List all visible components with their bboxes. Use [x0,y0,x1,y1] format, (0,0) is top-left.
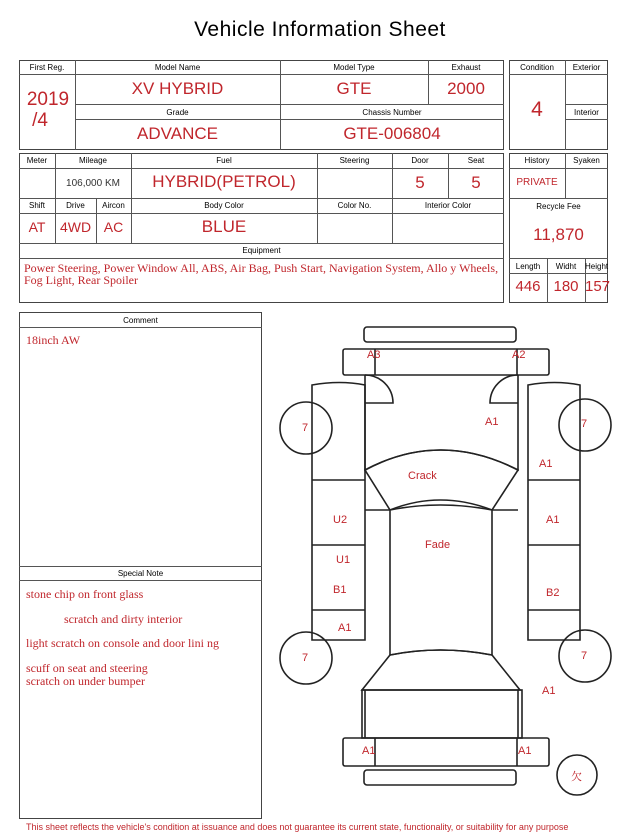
tire-right-rear: 7 [581,650,588,662]
length-value: 446 [515,278,541,295]
mark-b1: B1 [333,584,347,596]
aircon-value: AC [103,219,124,235]
width-value: 180 [553,278,579,295]
first-reg-month: /4 [32,110,48,131]
tire-left-front: 7 [302,422,309,434]
mark-a1-right-fender: A1 [539,458,553,470]
history-header: History [524,156,550,165]
condition-value: 4 [531,98,543,121]
model-name-value: XV HYBRID [131,79,224,98]
mark-a1-bumper-right: A1 [518,745,532,757]
disclaimer-footer: This sheet reflects the vehicle's condition at issuance and does not guarantee its current state, functionality, or suitability for any purpose [26,822,569,832]
length-header: Length [515,262,541,271]
mark-a1-left-door: A1 [338,622,352,634]
aircon-header: Aircon [102,201,125,210]
special-note-header: Special Note [117,569,164,578]
mark-a1-bumper-left: A1 [362,745,376,757]
equipment-value: Power Steering, Power Window All, ABS, Air Bag, Push Start, Navigation System, Allo y Wheels, Fog Light, Rear Spoiler [24,261,499,287]
special-note-3: light scratch on console and door lini ng [26,636,219,650]
mark-a2: A2 [512,349,526,361]
recycle-fee-header: Recycle Fee [536,202,581,211]
drive-value: 4WD [59,219,92,235]
mark-a1-top: A1 [485,416,499,428]
comment-header: Comment [123,316,158,325]
chassis-header: Chassis Number [362,108,422,117]
color-no-header: Color No. [337,201,372,210]
model-name-header: Model Name [154,63,201,72]
history-value: PRIVATE [516,177,558,188]
fuel-header: Fuel [216,156,232,165]
shift-header: Shift [28,201,45,210]
body-color-value: BLUE [201,217,247,236]
interior-header: Interior [574,108,599,117]
spare-tire-mark: 欠 [571,771,582,783]
page-title: Vehicle Information Sheet [194,18,446,41]
comment-text: 18inch AW [26,333,81,347]
seat-header: Seat [467,156,485,165]
first-reg-year: 2019 [26,89,70,110]
steering-header: Steering [339,156,370,165]
door-value: 5 [415,173,425,192]
meter-header: Meter [26,156,48,165]
mark-b2: B2 [546,587,560,599]
mileage-value: 106,000 KM [66,178,120,189]
recycle-fee-value: 11,870 [533,225,584,244]
tire-right-front: 7 [581,418,588,430]
special-note-4: scuff on seat and steering [26,661,148,675]
height-header: Height [585,262,609,271]
interior-color-header: Interior Color [424,201,472,210]
first-reg-header: First Reg. [29,63,65,72]
door-header: Door [411,156,429,165]
exterior-header: Exterior [572,63,601,72]
width-header: Widht [555,262,577,271]
mark-a1-right-door: A1 [546,514,560,526]
chassis-value: GTE-006804 [343,124,441,143]
grade-value: ADVANCE [137,124,218,143]
car-damage-diagram [268,320,612,820]
mark-u2: U2 [333,514,348,526]
mark-a3: A3 [367,349,381,361]
fuel-value: HYBRID(PETROL) [152,172,296,191]
grade-header: Grade [166,108,189,117]
body-color-header: Body Color [204,201,244,210]
mark-a1-right-rear: A1 [542,685,556,697]
exhaust-header: Exhaust [451,63,481,72]
syaken-header: Syaken [573,156,600,165]
mileage-header: Mileage [78,156,107,165]
drive-header: Drive [66,201,85,210]
mark-crack: Crack [408,470,437,482]
height-value: 157 [585,278,611,295]
special-note-1: stone chip on front glass [26,587,144,601]
model-type-value: GTE [336,79,372,98]
seat-value: 5 [471,173,481,192]
tire-left-rear: 7 [302,652,309,664]
mark-fade: Fade [425,539,451,551]
model-type-header: Model Type [333,63,375,72]
special-note-5: scratch on under bumper [26,674,145,688]
special-note-2: scratch and dirty interior [64,612,183,626]
mark-u1: U1 [336,554,351,566]
shift-value: AT [28,219,46,235]
exhaust-value: 2000 [447,79,485,98]
condition-header: Condition [520,63,554,72]
equipment-header: Equipment [242,246,281,255]
